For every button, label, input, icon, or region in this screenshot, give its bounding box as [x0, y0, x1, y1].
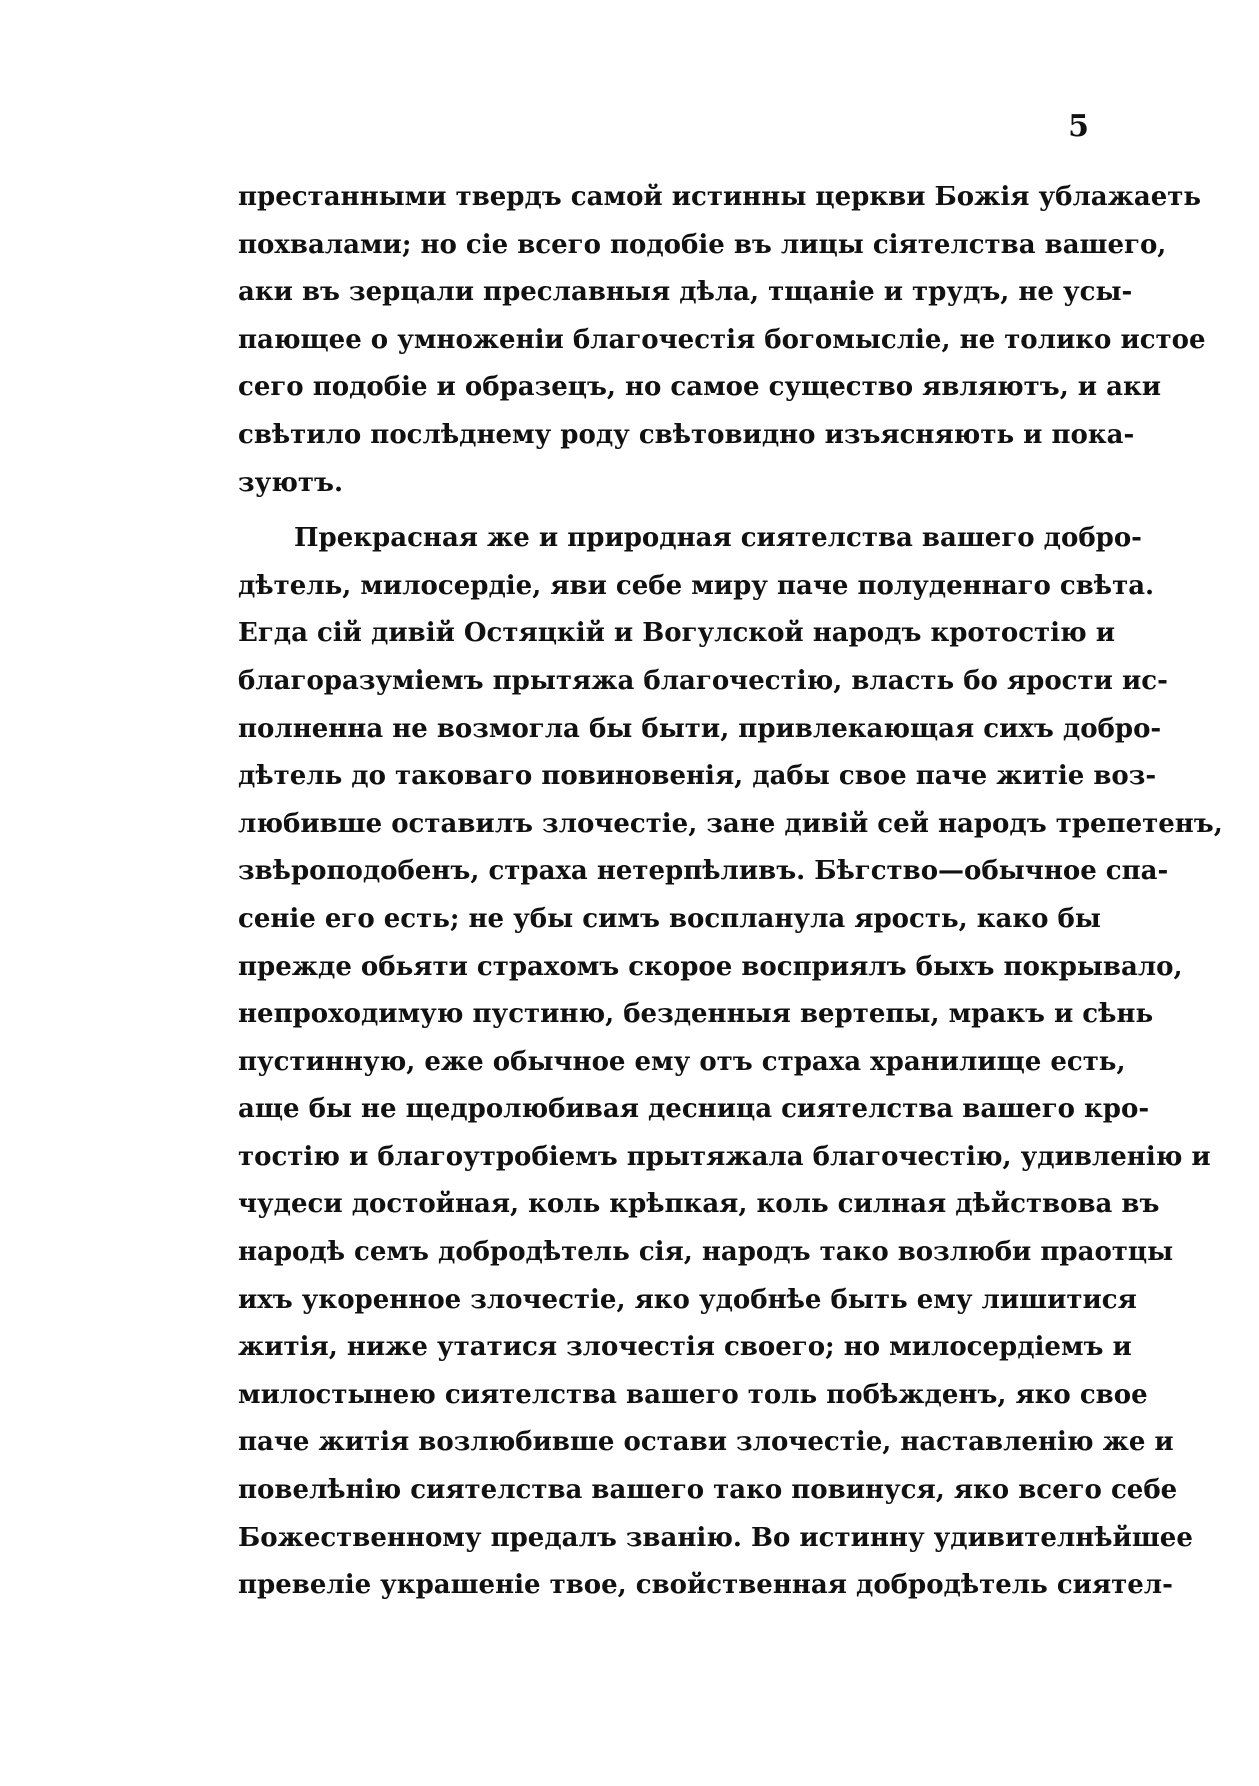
text-line: повелѣнію сиятелства вашего тако повинуся, яко всего себе [238, 1475, 1178, 1506]
page-number: 5 [1068, 109, 1089, 144]
text-line: паче житія возлюбивше остави злочестіе, наставленію же и [238, 1427, 1174, 1458]
text-line: народѣ семъ добродѣтель сія, народъ тако возлюби праотцы [238, 1237, 1174, 1268]
body-text [238, 174, 1223, 1610]
text-line: благоразуміемъ прытяжа благочестію, власть бо ярости ис- [238, 665, 1168, 696]
text-line: пустинную, еже обычное ему отъ страха хранилище есть, [238, 1046, 1126, 1077]
text-line: свѣтило послѣднему роду свѣтовидно изъясняють и пока- [238, 419, 1135, 450]
text-line: милостынею сиятелства вашего толь побѣжденъ, яко свое [238, 1379, 1148, 1410]
text-line: сего подобіе и образецъ, но самое существо являютъ, и аки [238, 372, 1162, 403]
text-line: тостію и благоутробіемъ прытяжала благочестію, удивленію и [238, 1141, 1211, 1172]
text-line: превеліе украшеніе твое, свойственная добродѣтель сиятел- [238, 1570, 1173, 1601]
text-line: житія, ниже утатися злочестія своего; но милосердіемъ и [238, 1332, 1132, 1363]
text-line: престанными твердъ самой истинны церкви Божія ублажаеть [238, 182, 1202, 212]
text-line: полненна не возмогла бы быти, привлекающая сихъ добро- [238, 713, 1162, 744]
text-line: зуютъ. [238, 467, 344, 498]
text-line: дѣтель до таковаго повиновенія, дабы свое паче житіе воз- [238, 761, 1157, 792]
text-line: сеніе его есть; не убы симъ воспланула ярость, како бы [238, 903, 1101, 934]
text-line: непроходимую пустиню, безденныя вертепы, мракъ и сѣнь [238, 999, 1154, 1030]
text-line: ихъ укоренное злочестіе, яко удобнѣе быть ему лишитися [238, 1284, 1137, 1315]
text-line: Божественному предалъ званію. Во истинну удивителнѣйшее [238, 1522, 1193, 1553]
text-line: чудеси достойная, коль крѣпкая, коль силная дѣйствова въ [238, 1189, 1160, 1220]
text-line: пающее о умноженіи благочестія богомысліе, не толико истое [238, 324, 1206, 355]
paragraph-1 [238, 174, 1206, 507]
text-line: любивше оставилъ злочестіе, зане дивій сей народъ трепетенъ, [238, 808, 1223, 839]
text-line: Прекрасная же и природная сиятелства вашего добро- [294, 523, 1142, 554]
text-line: дѣтель, милосердіе, яви себе миру паче полуденнаго свѣта. [238, 570, 1155, 601]
text-line: Егда сій дивій Остяцкій и Вогулской народъ кротостію и [238, 618, 1116, 649]
text-line: аки въ зерцали преславныя дѣла, тщаніе и трудъ, не усы- [238, 277, 1133, 308]
paragraph-2 [238, 515, 1223, 1610]
text-line: звѣроподобенъ, страха нетерпѣливъ. Бѣгство—обычное спа- [238, 856, 1169, 887]
text-line: похвалами; но сіе всего подобіе въ лицы сіятелства вашего, [238, 229, 1167, 260]
text-line: аще бы не щедролюбивая десница сиятелства вашего кро- [238, 1094, 1150, 1125]
text-line: прежде обьяти страхомъ скорое восприялъ быхъ покрывало, [238, 951, 1183, 982]
